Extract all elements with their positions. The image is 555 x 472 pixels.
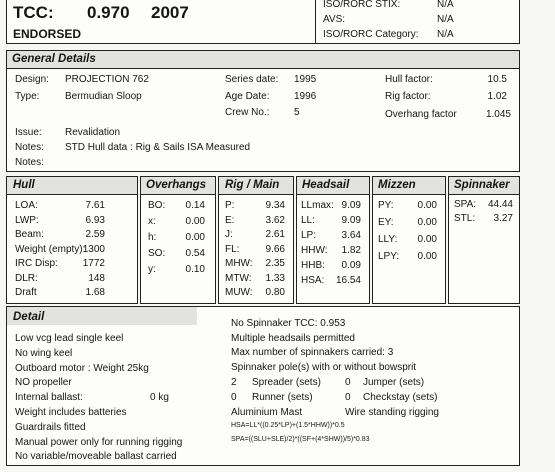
hull-row-label: LWP: bbox=[15, 214, 39, 226]
headsail-row-value: 9.09 bbox=[341, 200, 361, 211]
rig-factor-value: 1.02 bbox=[487, 91, 507, 102]
iso-row-label: ISO/RORC Category: bbox=[323, 29, 419, 40]
rig-main-header-line bbox=[219, 194, 293, 195]
rig-row-value: 2.61 bbox=[265, 229, 285, 240]
iso-row-label: ISO/RORC STIX: bbox=[323, 0, 401, 10]
spinnaker-title: Spinnaker bbox=[454, 179, 510, 191]
type-label: Type: bbox=[15, 91, 40, 102]
spinnaker-panel bbox=[448, 176, 520, 304]
overhangs-row-value: 0.54 bbox=[185, 248, 205, 259]
iso-row-value: N/A bbox=[437, 0, 454, 10]
mizzen-row-label: LLY: bbox=[378, 234, 398, 245]
design-value: PROJECTION 762 bbox=[65, 74, 149, 85]
hull-row-value: 1772 bbox=[82, 258, 105, 269]
hull-row-label: LOA: bbox=[15, 200, 38, 211]
detail-item: No variable/moveable ballast carried bbox=[15, 451, 177, 463]
overhangs-row-value: 0.10 bbox=[185, 264, 205, 275]
tcc-value: 0.970 bbox=[87, 3, 130, 22]
issue-value: Revalidation bbox=[65, 127, 121, 138]
rig-row-value: 9.34 bbox=[265, 200, 285, 211]
rig-row-value: 9.66 bbox=[265, 243, 285, 255]
headsail-row-label: HHB: bbox=[301, 260, 325, 271]
detail-item: NO propeller bbox=[15, 377, 72, 389]
overhangs-row-value: 0.00 bbox=[185, 232, 205, 243]
hull-row-label: DLR: bbox=[15, 272, 38, 284]
mizzen-header-line bbox=[373, 194, 445, 195]
rig-row-label: FL: bbox=[225, 243, 240, 255]
crew-label: Crew No.: bbox=[225, 107, 270, 118]
mizzen-row-value: 0.00 bbox=[417, 217, 437, 228]
headsail-row-value: 1.82 bbox=[341, 245, 361, 256]
rig-main-panel bbox=[218, 176, 294, 304]
headsail-row-value: 3.64 bbox=[341, 230, 361, 241]
overhangs-row-label: y: bbox=[148, 264, 156, 275]
general-details-header-line bbox=[7, 68, 519, 69]
general-details-panel bbox=[6, 50, 520, 172]
checkstay-count: 0 bbox=[345, 392, 351, 403]
rig-row-value: 2.35 bbox=[265, 258, 285, 269]
spinnaker-row-value: 44.44 bbox=[487, 199, 513, 210]
hull-panel bbox=[6, 176, 138, 304]
detail-title: Detail bbox=[13, 311, 45, 323]
hull-header-line bbox=[7, 194, 137, 195]
hull-factor-label: Hull factor: bbox=[385, 74, 433, 85]
hull-row-value: 148 bbox=[88, 272, 105, 284]
rig-row-label: P: bbox=[225, 200, 235, 211]
notes2-label: Notes: bbox=[15, 157, 44, 168]
rig-main-title: Rig / Main bbox=[225, 179, 280, 191]
hull-row-value: 1.68 bbox=[85, 287, 105, 298]
certificate-header bbox=[6, 0, 520, 44]
headsail-row-value: 16.54 bbox=[335, 275, 361, 286]
headsail-title: Headsail bbox=[302, 179, 350, 191]
certificate-year: 2007 bbox=[151, 3, 189, 22]
series-date-value: 1995 bbox=[294, 74, 317, 85]
overhangs-panel bbox=[140, 176, 216, 304]
notes-value: STD Hull data : Rig & Sails ISA Measured bbox=[65, 142, 251, 153]
mizzen-row-value: 0.00 bbox=[417, 200, 437, 211]
spinnaker-row-value: 3.27 bbox=[493, 212, 513, 224]
hull-row-label: Draft bbox=[15, 287, 37, 298]
spinnaker-poles: Spinnaker pole(s) with or without bowsprit bbox=[231, 362, 417, 373]
internal-ballast-value: 0 kg bbox=[150, 392, 169, 403]
multiple-headsails: Multiple headsails permitted bbox=[231, 333, 355, 344]
hull-row-value: 6.93 bbox=[85, 214, 105, 226]
overhang-factor-value: 1.045 bbox=[485, 109, 511, 120]
headsail-row-label: LP: bbox=[301, 230, 317, 241]
runner-label: Runner (sets) bbox=[252, 392, 313, 403]
detail-item: No wing keel bbox=[15, 347, 73, 359]
max-spinnakers: Max number of spinnakers carried: 3 bbox=[231, 347, 394, 358]
spreader-label: Spreader (sets) bbox=[252, 377, 321, 388]
tcc-label: TCC: bbox=[13, 3, 54, 22]
issue-label: Issue: bbox=[15, 127, 42, 138]
overhangs-row-label: BO: bbox=[148, 200, 166, 211]
no-spinnaker-tcc: No Spinnaker TCC: 0.953 bbox=[231, 318, 346, 329]
spinnaker-row-label: SPA: bbox=[454, 199, 477, 210]
overhangs-row-label: SO: bbox=[148, 248, 166, 259]
spinnaker-row-label: STL: bbox=[454, 212, 476, 224]
hull-row-label: Weight (empty): bbox=[15, 243, 86, 255]
rig-factor-label: Rig factor: bbox=[385, 91, 431, 102]
iso-row-label: AVS: bbox=[323, 14, 346, 25]
overhangs-header-line bbox=[141, 194, 215, 195]
hull-row-label: IRC Disp: bbox=[15, 258, 58, 269]
hull-title: Hull bbox=[13, 179, 35, 191]
headsail-row-label: HHW: bbox=[301, 245, 328, 256]
age-date-value: 1996 bbox=[294, 91, 317, 102]
rig-row-label: E: bbox=[225, 214, 235, 226]
spinnaker-header-line bbox=[449, 194, 519, 195]
mizzen-row-label: PY: bbox=[378, 200, 394, 211]
rig-row-label: MTW: bbox=[225, 272, 252, 284]
runner-count: 0 bbox=[231, 392, 237, 403]
detail-item: Internal ballast: bbox=[15, 392, 83, 404]
detail-item: Manual power only for running rigging bbox=[15, 436, 183, 448]
hsa-formula: HSA=LL*((0.25*LP)+(1.5*HHW))*0.5 bbox=[231, 422, 345, 429]
spa-formula: SPA=((SLU+SLE)/2)*((SF+(4*SHW))/5)*0.83 bbox=[231, 436, 370, 443]
hull-row-value: 1300 bbox=[82, 243, 105, 255]
endorsed-status: ENDORSED bbox=[13, 27, 82, 41]
detail-item: Outboard motor : Weight 25kg bbox=[15, 362, 149, 374]
rig-row-value: 0.80 bbox=[265, 287, 285, 298]
overhang-factor-label: Overhang factor bbox=[385, 109, 457, 120]
headsail-header-line bbox=[297, 194, 369, 195]
headsail-row-value: 0.09 bbox=[341, 260, 361, 271]
mizzen-row-label: EY: bbox=[378, 217, 394, 228]
iso-row-value: N/A bbox=[437, 14, 454, 25]
jumper-label: Jumper (sets) bbox=[363, 377, 425, 388]
mizzen-row-value: 0.00 bbox=[417, 234, 437, 245]
detail-item: Weight includes batteries bbox=[15, 407, 127, 418]
rig-row-label: MUW: bbox=[225, 287, 253, 298]
rig-row-value: 3.62 bbox=[265, 214, 285, 226]
checkstay-label: Checkstay (sets) bbox=[363, 392, 438, 403]
detail-panel bbox=[6, 306, 520, 466]
detail-item: Guardrails fitted bbox=[15, 421, 86, 433]
jumper-count: 0 bbox=[345, 377, 351, 388]
rig-row-value: 1.33 bbox=[265, 272, 285, 284]
crew-value: 5 bbox=[294, 107, 300, 118]
overhangs-title: Overhangs bbox=[146, 179, 207, 191]
hull-row-value: 7.61 bbox=[85, 200, 105, 211]
mizzen-row-label: LPY: bbox=[378, 251, 400, 262]
spreader-count: 2 bbox=[231, 377, 237, 388]
mizzen-panel bbox=[372, 176, 446, 304]
type-value: Bermudian Sloop bbox=[65, 91, 142, 102]
iso-row-value: N/A bbox=[437, 29, 454, 40]
headsail-row-label: HSA: bbox=[301, 275, 325, 286]
general-details-title: General Details bbox=[12, 53, 96, 65]
headsail-row-value: 9.09 bbox=[341, 215, 361, 226]
detail-item: Low vcg lead single keel bbox=[15, 333, 124, 344]
headsail-row-label: LLmax: bbox=[301, 200, 334, 211]
overhangs-row-value: 0.14 bbox=[185, 200, 205, 211]
series-date-label: Series date: bbox=[225, 74, 279, 85]
header-divider bbox=[315, 0, 316, 43]
rig-row-label: MHW: bbox=[225, 258, 253, 269]
design-label: Design: bbox=[15, 74, 49, 85]
mast-type: Aluminium Mast bbox=[231, 407, 303, 418]
hull-factor-value: 10.5 bbox=[487, 74, 507, 85]
notes-label: Notes: bbox=[15, 142, 44, 153]
rig-row-label: J: bbox=[225, 229, 233, 240]
overhangs-row-label: h: bbox=[148, 232, 157, 243]
standing-rigging: Wire standing rigging bbox=[345, 407, 439, 418]
hull-row-value: 2.59 bbox=[85, 229, 105, 240]
mizzen-row-value: 0.00 bbox=[417, 251, 437, 262]
mizzen-title: Mizzen bbox=[378, 179, 416, 191]
headsail-panel bbox=[296, 176, 370, 304]
age-date-label: Age Date: bbox=[225, 91, 270, 102]
overhangs-row-value: 0.00 bbox=[185, 216, 205, 227]
headsail-row-label: LL: bbox=[301, 215, 315, 226]
hull-row-label: Beam: bbox=[15, 229, 44, 240]
overhangs-row-label: x: bbox=[148, 216, 156, 227]
